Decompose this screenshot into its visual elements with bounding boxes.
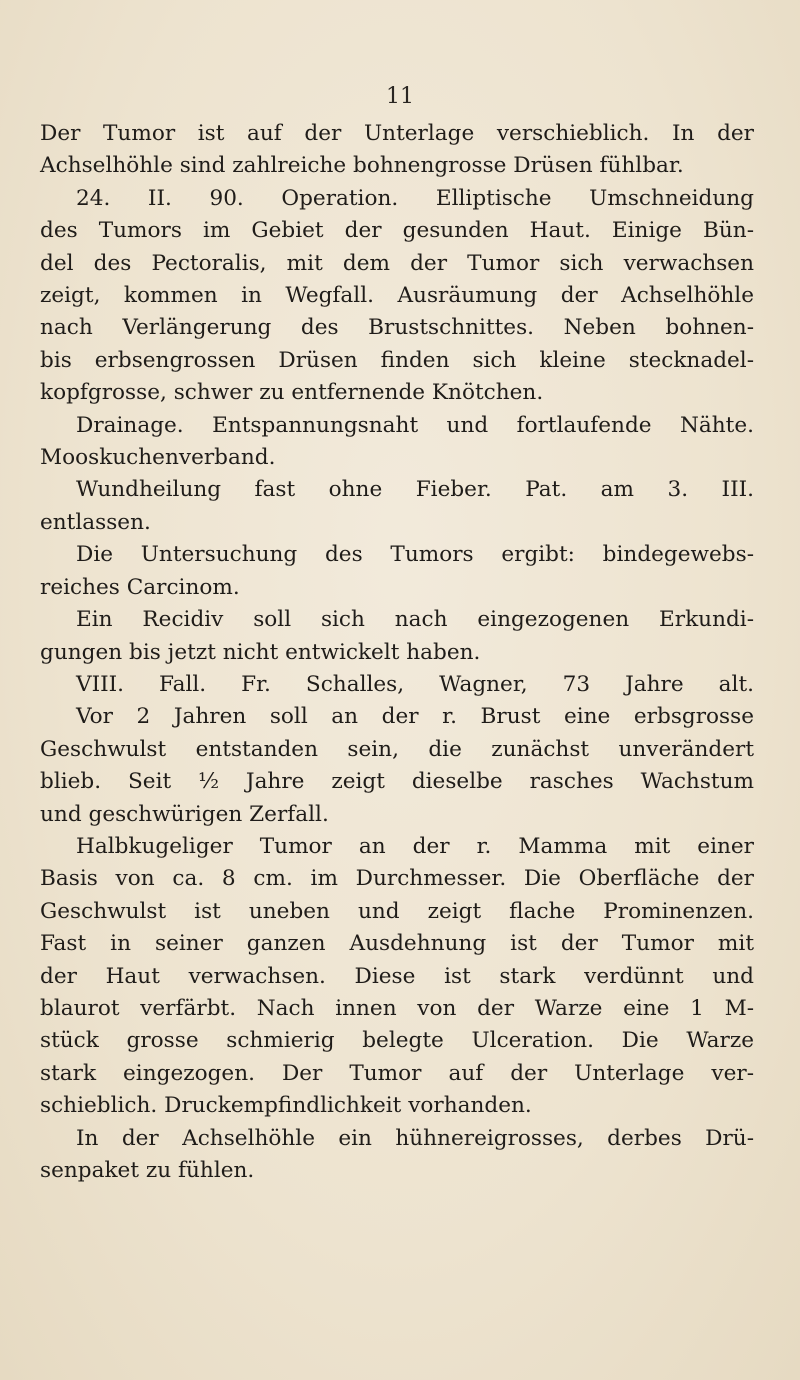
text-line: Halbkugeliger Tumor an der r. Mamma mit einer bbox=[76, 833, 754, 859]
page-number: 11 bbox=[386, 84, 414, 109]
text-line: Fast in seiner ganzen Ausdehnung ist der Tumor mit bbox=[40, 931, 754, 957]
text-line: VIII. Fall. Fr. Schalles, Wagner, 73 Jahre alt. bbox=[76, 671, 754, 697]
text-line: Mooskuchenverband. bbox=[40, 445, 276, 471]
text-line: 24. II. 90. Operation. Elliptische Umschneidung bbox=[76, 185, 754, 211]
text-line: nach Verlängerung des Brustschnittes. Neben bohnen- bbox=[40, 315, 754, 341]
text-line: zeigt, kommen in Wegfall. Ausräumung der Achselhöhle bbox=[40, 283, 754, 309]
text-line: blieb. Seit ½ Jahre zeigt dieselbe rasches Wachstum bbox=[40, 769, 754, 795]
text-line: entlassen. bbox=[40, 509, 151, 535]
text-line: del des Pectoralis, mit dem der Tumor sich verwachsen bbox=[40, 250, 754, 276]
text-line: der Haut verwachsen. Diese ist stark verdünnt und bbox=[40, 963, 754, 989]
text-line: senpaket zu fühlen. bbox=[40, 1158, 255, 1183]
text-line: Ein Recidiv soll sich nach eingezogenen Erkundi- bbox=[76, 607, 754, 633]
text-line: In der Achselhöhle ein hühnereigrosses, derbes Drü- bbox=[76, 1125, 754, 1151]
text-line: Achselhöhle sind zahlreiche bohnengrosse Drüsen fühlbar. bbox=[40, 153, 684, 179]
text-line: Die Untersuchung des Tumors ergibt: bindegewebs- bbox=[76, 542, 754, 568]
text-line: Geschwulst entstanden sein, die zunächst unverändert bbox=[40, 736, 754, 762]
text-line: Basis von ca. 8 cm. im Durchmesser. Die Oberfläche der bbox=[40, 866, 754, 892]
text-line: schieblich. Druckempfindlichkeit vorhanden. bbox=[40, 1093, 532, 1119]
text-line: Vor 2 Jahren soll an der r. Brust eine erbsgrosse bbox=[76, 704, 754, 730]
text-line: reiches Carcinom. bbox=[40, 574, 240, 600]
text-line: und geschwürigen Zerfall. bbox=[40, 801, 329, 827]
text-line: blaurot verfärbt. Nach innen von der Warze eine 1 M- bbox=[40, 995, 754, 1021]
text-line: stark eingezogen. Der Tumor auf der Unterlage ver- bbox=[40, 1060, 754, 1086]
text-line: gungen bis jetzt nicht entwickelt haben. bbox=[40, 639, 481, 665]
text-line: Geschwulst ist uneben und zeigt flache Prominenzen. bbox=[40, 898, 754, 924]
text-line: Wundheilung fast ohne Fieber. Pat. am 3. III. bbox=[76, 477, 754, 503]
text-line: Der Tumor ist auf der Unterlage verschieblich. In der bbox=[40, 121, 754, 146]
text-line: des Tumors im Gebiet der gesunden Haut. Einige Bün- bbox=[40, 218, 754, 244]
text-line: bis erbsengrossen Drüsen finden sich kleine stecknadel- bbox=[40, 347, 754, 373]
body-text bbox=[40, 118, 754, 1187]
text-line: stück grosse schmierig belegte Ulceration. Die Warze bbox=[40, 1028, 754, 1054]
text-line: kopfgrosse, schwer zu entfernende Knötchen. bbox=[40, 380, 544, 406]
text-line: Drainage. Entspannungsnaht und fortlaufende Nähte. bbox=[76, 412, 754, 438]
